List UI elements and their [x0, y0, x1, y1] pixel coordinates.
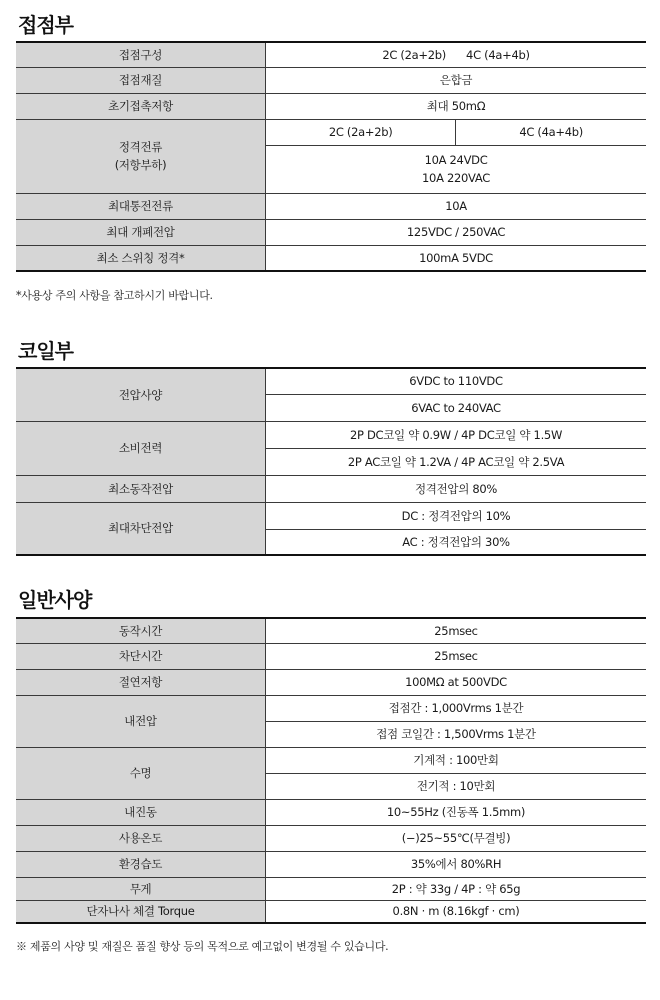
table-row	[16, 67, 646, 93]
section-title-coil: 코일부	[18, 339, 73, 363]
row-value-line: 10A 220VAC	[422, 171, 490, 185]
row-value: 25msec	[434, 623, 478, 638]
row-value: 은합금	[266, 67, 647, 93]
row-label: 차단시간	[16, 643, 266, 669]
row-value: 125VDC / 250VAC	[266, 219, 647, 245]
table-row	[16, 42, 646, 67]
row-label: 전압사양	[16, 368, 266, 421]
row-value: 100mA 5VDC	[266, 245, 647, 271]
section-title-general: 일반사양	[18, 588, 92, 612]
row-label: 절연저항	[16, 669, 266, 695]
table-row	[16, 219, 646, 245]
row-value: 2C (2a+2b) 4C (4a+4b)	[382, 47, 530, 62]
coil-spec-table	[16, 367, 646, 556]
row-label: 동작시간	[16, 618, 266, 643]
section-title-contact: 접점부	[18, 13, 73, 37]
table-row	[16, 669, 646, 695]
row-label-rated-current	[16, 119, 266, 193]
row-value: 접점 코일간 : 1,500Vrms 1분간	[266, 721, 647, 747]
footnote-contact: *사용상 주의 사항을 참고하시기 바랍니다.	[16, 289, 213, 302]
row-label: 최소 스위칭 정격*	[16, 245, 266, 271]
row-label: 접점재질	[16, 67, 266, 93]
row-label: 환경습도	[16, 851, 266, 877]
contact-spec-table	[16, 41, 646, 272]
table-row	[16, 825, 646, 851]
row-value: 6VDC to 110VDC	[409, 374, 503, 389]
row-label: 초기접촉저항	[16, 93, 266, 119]
row-value: 접점간 : 1,000Vrms 1분간	[266, 695, 647, 721]
table-row	[16, 475, 646, 502]
row-value: 0.8N · m (8.16kgf · cm)	[266, 900, 647, 923]
row-label: 사용온도	[16, 825, 266, 851]
row-value: 25msec	[266, 643, 647, 669]
table-row	[16, 421, 646, 448]
row-label: 최소동작전압	[16, 475, 266, 502]
row-value: 6VAC to 240VAC	[266, 394, 647, 421]
table-row	[16, 245, 646, 271]
row-value-line: 10A 24VDC	[424, 153, 488, 167]
table-row	[16, 851, 646, 877]
row-label-line: (저항부하)	[114, 158, 167, 172]
row-value: 10A	[266, 193, 647, 219]
row-label: 단자나사 체결 Torque	[16, 900, 266, 923]
general-spec-table	[16, 617, 646, 924]
row-label: 접점구성	[16, 42, 266, 67]
table-row	[16, 695, 646, 721]
column-header-4c: 4C (4a+4b)	[456, 119, 646, 145]
table-row	[16, 900, 646, 923]
table-row	[16, 799, 646, 825]
table-row	[16, 193, 646, 219]
table-row	[16, 119, 646, 145]
row-value: 2P AC코일 약 1.2VA / 4P AC코일 약 2.5VA	[266, 448, 647, 475]
row-value: AC : 정격전압의 30%	[266, 529, 647, 555]
row-value: 2P : 약 33g / 4P : 약 65g	[266, 877, 647, 900]
row-value: 전기적 : 10만회	[266, 773, 647, 799]
row-value: 2P DC코일 약 0.9W / 4P DC코일 약 1.5W	[266, 421, 647, 448]
row-label: 무게	[16, 877, 266, 900]
row-label: 최대통전전류	[16, 193, 266, 219]
table-row	[16, 502, 646, 529]
footnote-general: ※ 제품의 사양 및 재질은 품질 향상 등의 목적으로 예고없이 변경될 수 있습니다.	[16, 940, 389, 953]
row-value: 정격전압의 80%	[266, 475, 647, 502]
row-value: 100MΩ at 500VDC	[266, 669, 647, 695]
column-header-2c: 2C (2a+2b)	[266, 119, 456, 145]
row-value: (−)25~55℃(무결빙)	[266, 825, 647, 851]
row-value: DC : 정격전압의 10%	[266, 502, 647, 529]
table-row	[16, 643, 646, 669]
row-value: 기계적 : 100만회	[266, 747, 647, 773]
table-row	[16, 368, 646, 394]
row-value: 10~55Hz (진동폭 1.5mm)	[266, 799, 647, 825]
row-value: 35%에서 80%RH	[266, 851, 647, 877]
table-row	[16, 93, 646, 119]
row-label: 내전압	[16, 695, 266, 747]
row-label: 내진동	[16, 799, 266, 825]
row-label: 최대 개폐전압	[16, 219, 266, 245]
row-value-rated-current	[266, 145, 647, 193]
row-label: 수명	[16, 747, 266, 799]
row-label: 최대차단전압	[16, 502, 266, 555]
table-row	[16, 747, 646, 773]
table-row	[16, 618, 646, 643]
row-label: 소비전력	[16, 421, 266, 475]
row-value: 최대 50mΩ	[266, 93, 647, 119]
row-label-line: 정격전류	[118, 140, 163, 154]
table-row	[16, 877, 646, 900]
